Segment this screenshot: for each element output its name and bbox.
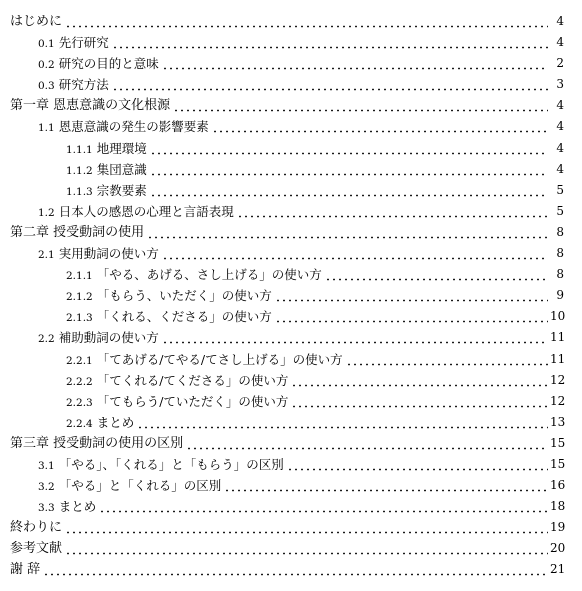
toc-entry-text: 日本人の感恩の心理と言語表現 xyxy=(58,203,234,219)
toc-leader-dots xyxy=(65,538,548,559)
toc-entry-title xyxy=(66,264,325,287)
toc-page-number: 21 xyxy=(550,559,564,580)
toc-entry-title xyxy=(10,11,65,32)
toc-entry-number: 3.2 xyxy=(38,481,55,494)
toc-entry[interactable] xyxy=(0,306,582,327)
toc-page-number: 15 xyxy=(550,433,564,454)
toc-leader-dots xyxy=(147,222,548,243)
toc-entry[interactable] xyxy=(0,327,582,348)
toc-leader-dots xyxy=(150,138,548,159)
toc-entry-text: 実用動詞の使い方 xyxy=(58,246,159,262)
toc-entry-text: 宗教要素 xyxy=(96,182,147,198)
toc-page-number: 10 xyxy=(550,306,564,327)
toc-entry-text: 「てくれる/てくださる」の使い方 xyxy=(96,372,289,388)
toc-entry-text: 第一章 恩恵意識の文化根源 xyxy=(10,98,171,114)
toc-leader-dots xyxy=(99,496,548,517)
toc-entry-number: 1.1.3 xyxy=(66,185,93,198)
toc-page-number: 9 xyxy=(550,285,564,306)
toc-entry-number: 2.1.1 xyxy=(66,270,93,283)
toc-page-number: 12 xyxy=(550,370,564,391)
toc-entry[interactable] xyxy=(0,11,582,32)
toc-leader-dots xyxy=(186,433,548,454)
toc-leader-dots xyxy=(112,32,548,53)
toc-entry-text: 「もらう、いただく」の使い方 xyxy=(96,288,272,304)
toc-leader-dots xyxy=(237,201,548,222)
toc-leader-dots xyxy=(275,285,548,306)
toc-entry-number: 2.2.1 xyxy=(66,354,93,367)
toc-entry-number: 2.1.3 xyxy=(66,312,93,325)
toc-entry-text: 集団意識 xyxy=(96,161,147,177)
toc-entry-number: 1.1 xyxy=(38,122,55,135)
toc-page-number: 2 xyxy=(550,53,564,74)
toc-entry[interactable] xyxy=(0,412,582,433)
toc-entry-title xyxy=(38,496,99,519)
toc-page-number: 11 xyxy=(550,349,564,370)
toc-page-number: 4 xyxy=(550,95,564,116)
toc-entry[interactable] xyxy=(0,74,582,95)
toc-page-number: 19 xyxy=(550,517,564,538)
toc-leader-dots xyxy=(137,412,548,433)
toc-page-number: 13 xyxy=(550,412,564,433)
toc-entry-number: 2.2.2 xyxy=(66,375,93,388)
toc-entry-number: 2.2.3 xyxy=(66,396,93,409)
toc-entry[interactable] xyxy=(0,159,582,180)
toc-entry-title xyxy=(38,475,224,498)
toc-entry-text: まとめ xyxy=(58,499,97,515)
toc-entry-number: 0.2 xyxy=(38,59,55,72)
toc-page-number: 12 xyxy=(550,391,564,412)
toc-page-number: 18 xyxy=(550,496,564,517)
toc-entry[interactable] xyxy=(0,496,582,517)
toc-entry-title xyxy=(10,559,43,580)
toc-entry-title xyxy=(66,349,346,372)
toc-entry-title xyxy=(66,391,291,414)
toc-page-number: 5 xyxy=(550,180,564,201)
toc-entry-text: 先行研究 xyxy=(58,35,109,51)
toc-entry-title xyxy=(38,454,287,477)
toc-entry-title xyxy=(66,180,150,203)
toc-entry[interactable] xyxy=(0,454,582,475)
toc-leader-dots xyxy=(150,159,548,180)
toc-entry[interactable] xyxy=(0,95,582,116)
toc-entry[interactable] xyxy=(0,201,582,222)
toc-page-number: 4 xyxy=(550,116,564,137)
toc-page-number: 11 xyxy=(550,327,564,348)
toc-entry[interactable] xyxy=(0,116,582,137)
toc-entry-number: 2.2 xyxy=(38,333,55,346)
toc-entry[interactable] xyxy=(0,559,582,580)
toc-entry-text: 研究の目的と意味 xyxy=(58,56,159,72)
toc-page-number: 8 xyxy=(550,222,564,243)
toc-entry[interactable] xyxy=(0,475,582,496)
toc-page-number: 8 xyxy=(550,264,564,285)
toc-page-number: 16 xyxy=(550,475,564,496)
toc-entry-text: 「てもらう/ていただく」の使い方 xyxy=(96,393,289,409)
toc-leader-dots xyxy=(325,264,548,285)
toc-entry[interactable] xyxy=(0,264,582,285)
toc-entry-text: 恩恵意識の発生の影響要素 xyxy=(58,119,209,135)
toc-entry-title xyxy=(10,95,173,116)
toc-entry-title xyxy=(38,74,112,97)
toc-leader-dots xyxy=(162,53,548,74)
toc-entry-text: 地理環境 xyxy=(96,140,147,156)
toc-entry[interactable] xyxy=(0,517,582,538)
toc-leader-dots xyxy=(150,180,548,201)
toc-entry-number: 3.1 xyxy=(38,459,55,472)
toc-entry-title xyxy=(66,159,150,182)
toc-leader-dots xyxy=(162,243,548,264)
toc-entry-title xyxy=(38,116,212,139)
toc-entry-title xyxy=(10,517,65,538)
toc-entry-text: 「やる、あげる、さし上げる」の使い方 xyxy=(96,267,322,283)
toc-entry-number: 0.1 xyxy=(38,38,55,51)
toc-leader-dots xyxy=(291,391,548,412)
toc-page-number: 20 xyxy=(550,538,564,559)
toc-leader-dots xyxy=(346,349,548,370)
toc-entry-title xyxy=(66,412,137,435)
toc-entry-title xyxy=(66,370,291,393)
toc-entry-text: 「てあげる/てやる/てさし上げる」の使い方 xyxy=(96,351,343,367)
toc-entry-title xyxy=(38,201,237,224)
toc-leader-dots xyxy=(291,370,548,391)
toc-entry-number: 1.1.1 xyxy=(66,143,93,156)
toc-entry[interactable] xyxy=(0,370,582,391)
toc-entry-title xyxy=(10,222,147,243)
toc-leader-dots xyxy=(43,559,548,580)
toc-entry-text: 参考文献 xyxy=(10,541,63,557)
toc-leader-dots xyxy=(173,95,548,116)
toc-page-number: 4 xyxy=(550,32,564,53)
toc-entry[interactable] xyxy=(0,222,582,243)
toc-entry-number: 1.2 xyxy=(38,206,55,219)
toc-page-number: 4 xyxy=(550,159,564,180)
toc-page-number: 5 xyxy=(550,201,564,222)
toc-leader-dots xyxy=(224,475,548,496)
toc-entry[interactable] xyxy=(0,285,582,306)
toc-entry[interactable] xyxy=(0,32,582,53)
toc-entry-text: まとめ xyxy=(96,414,135,430)
toc-page-number: 15 xyxy=(550,454,564,475)
toc-entry-title xyxy=(38,243,162,266)
toc-entry-number: 2.2.4 xyxy=(66,417,93,430)
toc-entry-text: 「やる」と「くれる」の区別 xyxy=(58,478,222,494)
toc-entry-title xyxy=(38,32,112,55)
toc-entry-number: 2.1.2 xyxy=(66,291,93,304)
toc-page-number: 8 xyxy=(550,243,564,264)
toc-entry-text: 第三章 授受動詞の使用の区別 xyxy=(10,435,184,451)
toc-entry-title xyxy=(38,327,162,350)
toc-entry-number: 0.3 xyxy=(38,80,55,93)
toc-entry[interactable] xyxy=(0,349,582,370)
toc-entry[interactable] xyxy=(0,138,582,159)
toc-entry-number: 2.1 xyxy=(38,249,55,262)
toc-entry-title xyxy=(10,433,186,454)
toc-leader-dots xyxy=(275,306,548,327)
toc-entry[interactable] xyxy=(0,180,582,201)
toc-entry[interactable] xyxy=(0,53,582,74)
toc-leader-dots xyxy=(112,74,548,95)
toc-entry-title xyxy=(10,538,65,559)
toc-entry-text: 終わりに xyxy=(10,520,63,536)
toc-entry-text: 謝 辞 xyxy=(10,562,41,578)
toc-leader-dots xyxy=(162,327,548,348)
toc-entry[interactable] xyxy=(0,433,582,454)
toc-page-number: 4 xyxy=(550,11,564,32)
toc-entry-title xyxy=(38,53,162,76)
toc-entry[interactable] xyxy=(0,538,582,559)
toc-entry-text: 研究方法 xyxy=(58,77,109,93)
toc-entry-title xyxy=(66,306,275,329)
toc-entry-title xyxy=(66,138,150,161)
toc-entry-text: はじめに xyxy=(10,14,63,29)
toc-entry-text: 第二章 授受動詞の使用 xyxy=(10,224,145,240)
toc-leader-dots xyxy=(65,11,548,32)
toc-entry-number: 1.1.2 xyxy=(66,164,93,177)
table-of-contents xyxy=(0,11,582,581)
toc-entry[interactable] xyxy=(0,391,582,412)
toc-page-number: 4 xyxy=(550,138,564,159)
toc-entry-title xyxy=(66,285,275,308)
toc-entry-text: 補助動詞の使い方 xyxy=(58,330,159,346)
toc-entry-number: 3.3 xyxy=(38,502,55,515)
toc-page-number: 3 xyxy=(550,74,564,95)
toc-entry-text: 「やる」、「くれる」と「もらう」の区別 xyxy=(58,456,284,472)
toc-leader-dots xyxy=(212,116,548,137)
toc-entry-text: 「くれる、くださる」の使い方 xyxy=(96,309,272,325)
toc-entry[interactable] xyxy=(0,243,582,264)
toc-leader-dots xyxy=(65,517,548,538)
toc-leader-dots xyxy=(287,454,548,475)
